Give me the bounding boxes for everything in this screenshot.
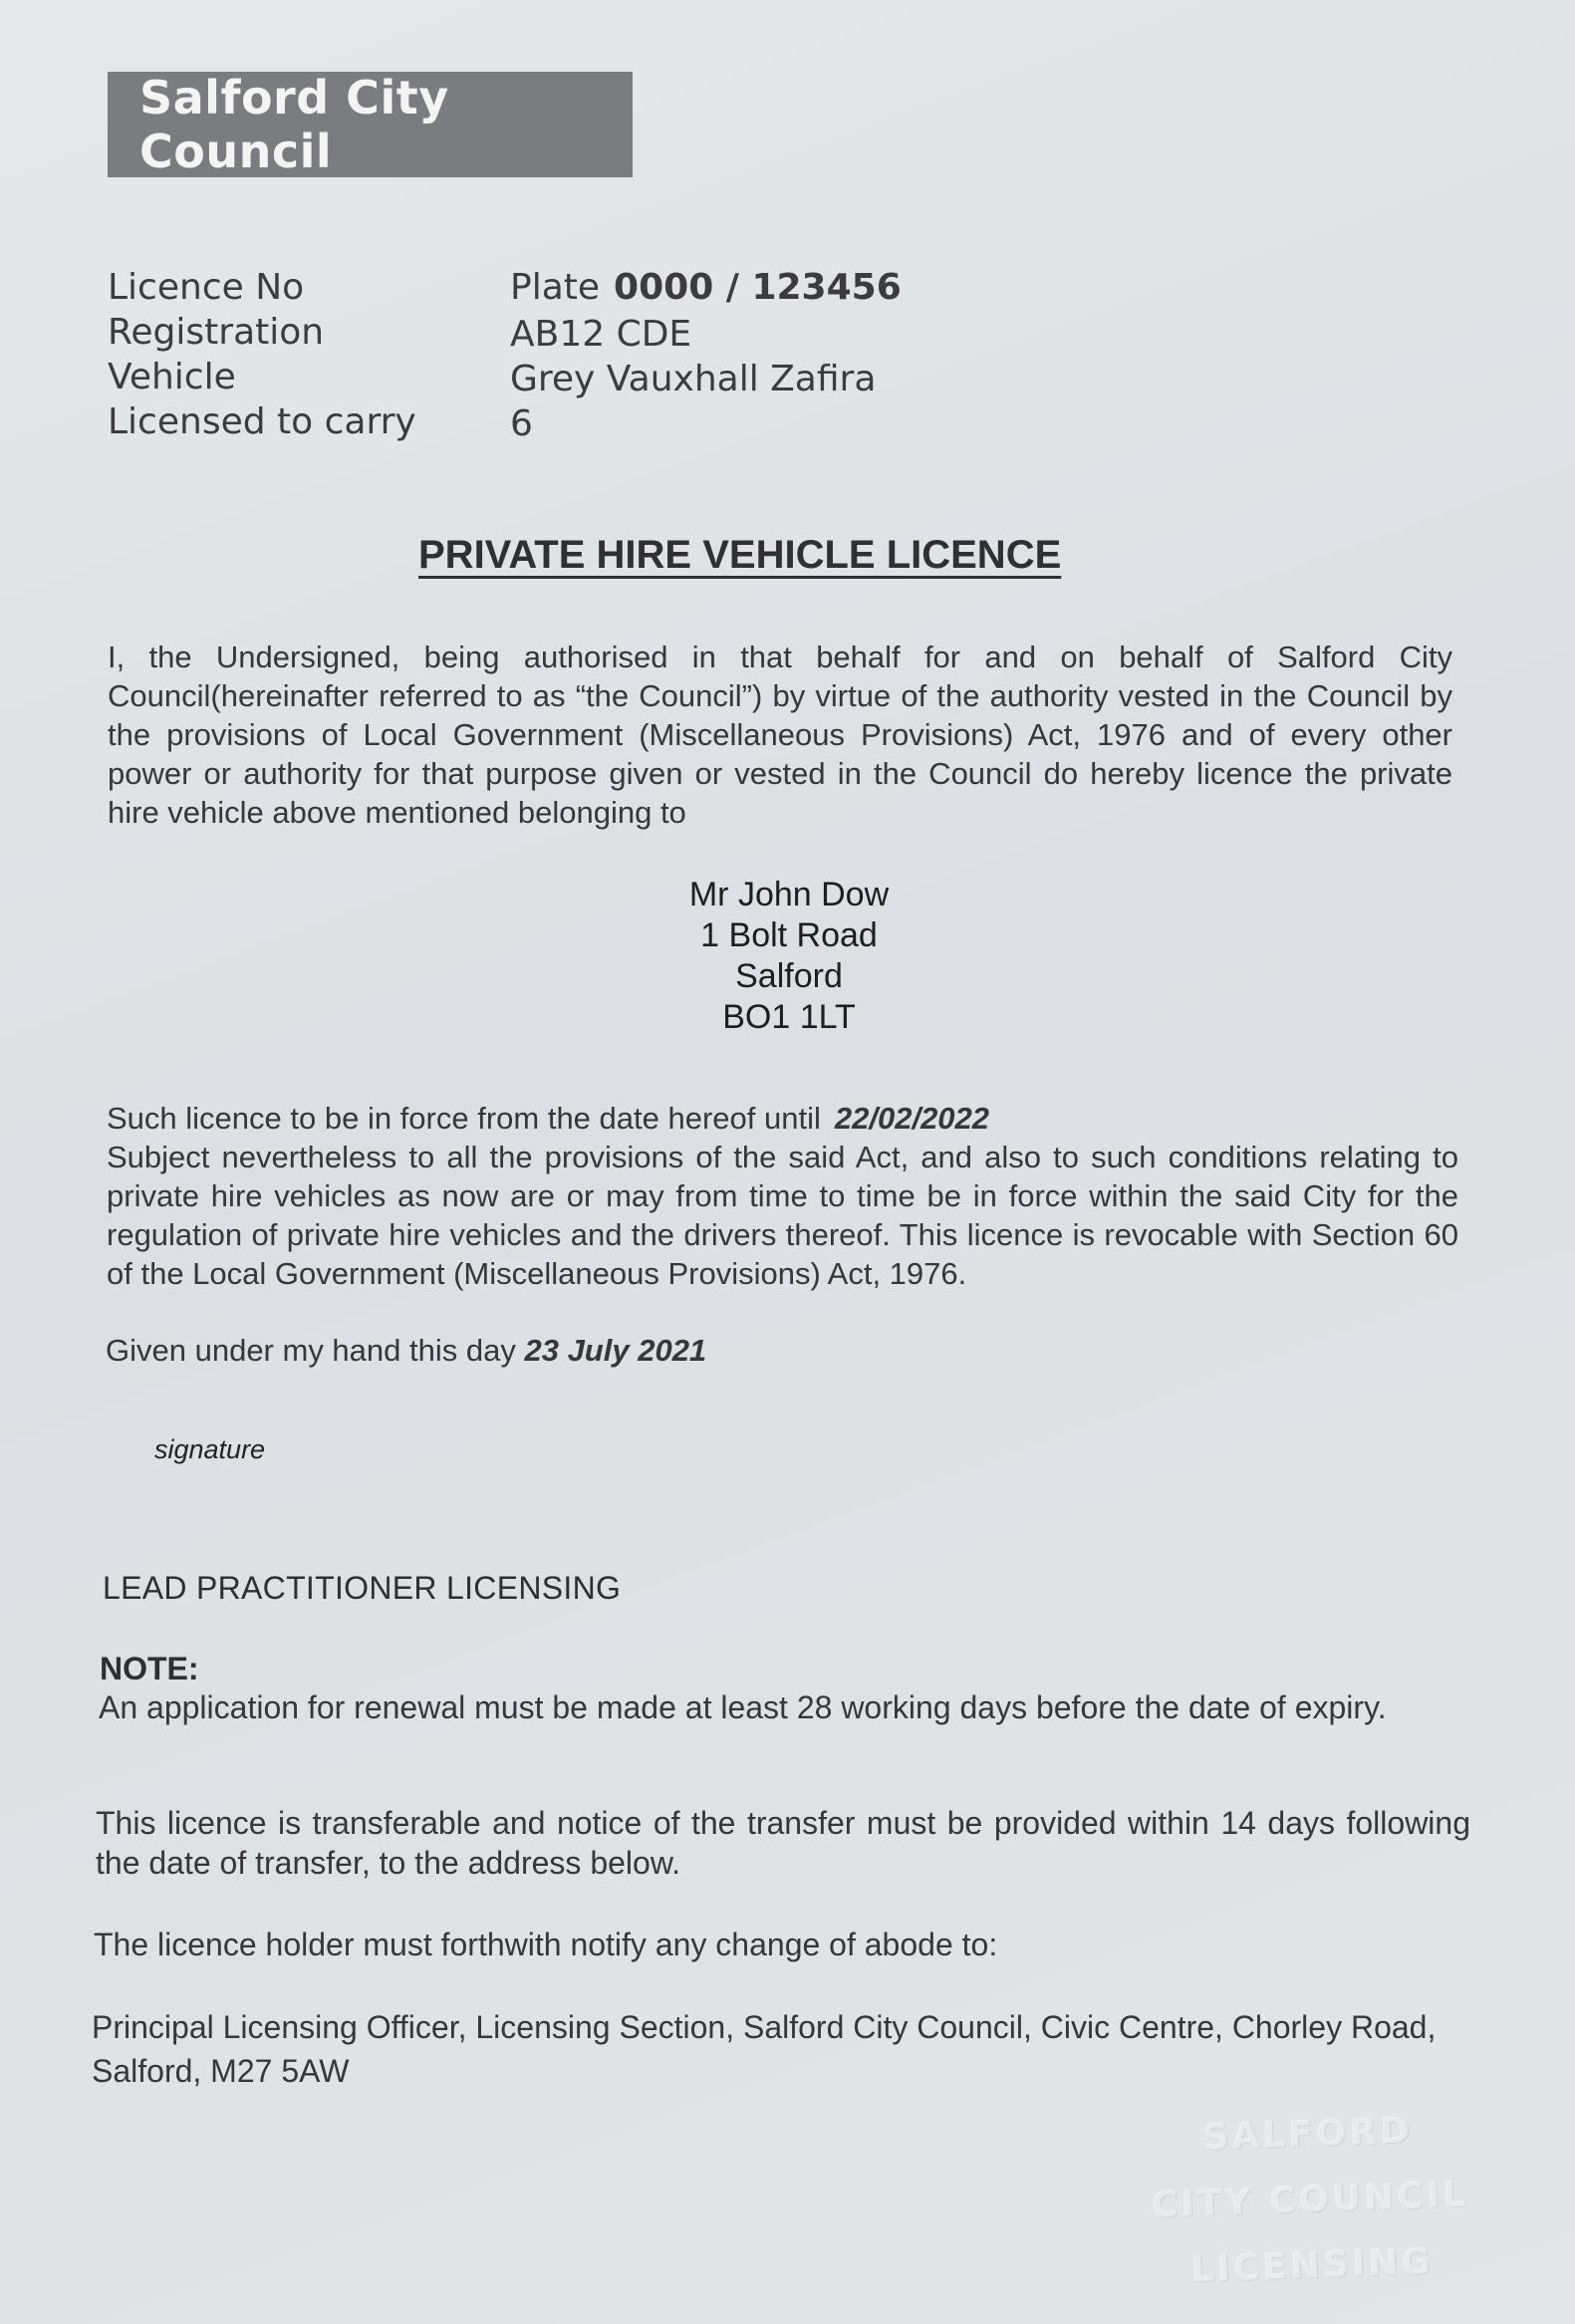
licence-term [107,1099,1458,1293]
signatory-role: LEAD PRACTITIONER LICENSING [103,1570,622,1606]
owner-address [598,875,980,1038]
council-name: Salford City Council [139,71,449,178]
note-heading: NOTE: [100,1651,199,1686]
licensing-office-address: Principal Licensing Officer, Licensing Section, Salford City Council, Civic Centre, Chorley Road, Salford, M27 5AW [92,2009,1437,2089]
term-conditions: Subject nevertheless to all the provisions of the said Act, and also to such conditions relating to private hire vehicles as now are or may from time to time be in force within the said City for the regulation of private hire vehicles and the drivers thereof. This licence is revocable with Section 60 of the Local Government (Miscellaneous Provisions) Act, 1976. [107,1140,1458,1291]
given-prefix: Given under my hand this day [106,1333,516,1368]
owner-name: Mr John Dow [688,876,890,913]
stamp-line-1: SALFORD [1201,2110,1414,2159]
note-transfer: This licence is transferable and notice of the transfer must be provided within 14 days following the date of transfer, to the address below. [96,1805,1470,1881]
plate-number: 0000 / 123456 [614,267,902,308]
term-prefix: Such licence to be in force from the date hereof until [107,1101,821,1136]
stamp-line-3: LICENSING [1189,2240,1435,2291]
term-line [107,1099,1458,1138]
note-renewal: An application for renewal must be made at least 28 working days before the date of expiry. [99,1689,1387,1725]
owner-town: Salford [735,957,843,995]
stamp-line-2: CITY COUNCIL [1151,2174,1469,2226]
given-date: 23 July 2021 [524,1333,707,1368]
expiry-date: 22/02/2022 [834,1101,990,1136]
intro-paragraph: I, the Undersigned, being authorised in that behalf for and on behalf of Salford City Council(hereinafter referred to as “the Council”) by virtue of the authority vested in the Council by the provisions of Local Government (Miscellaneous Provisions) Act, 1976 and of every other power or authority for that purpose given or vested in the Council do hereby licence the private hire vehicle above mentioned belonging to [108,640,1452,830]
vehicle-value: Grey Vauxhall Zafira [510,359,877,399]
owner-street: 1 Bolt Road [700,916,878,954]
plate-label: Plate [510,267,601,308]
document-title: PRIVATE HIRE VEHICLE LICENCE [418,533,1062,577]
plate-value [510,267,902,308]
capacity-label: Licensed to carry [108,401,416,442]
capacity-value: 6 [510,403,533,444]
embossed-stamp [1143,2096,1478,2304]
registration-label: Registration [108,312,325,353]
council-logo [108,72,633,177]
owner-postcode: BO1 1LT [722,998,856,1036]
registration-value: AB12 CDE [510,314,692,355]
note-abode: The licence holder must forthwith notify any change of abode to: [94,1927,998,1962]
licence-no-label: Licence No [108,267,305,308]
given-line [106,1333,706,1369]
signature: signature [154,1434,266,1464]
vehicle-label: Vehicle [108,357,236,397]
